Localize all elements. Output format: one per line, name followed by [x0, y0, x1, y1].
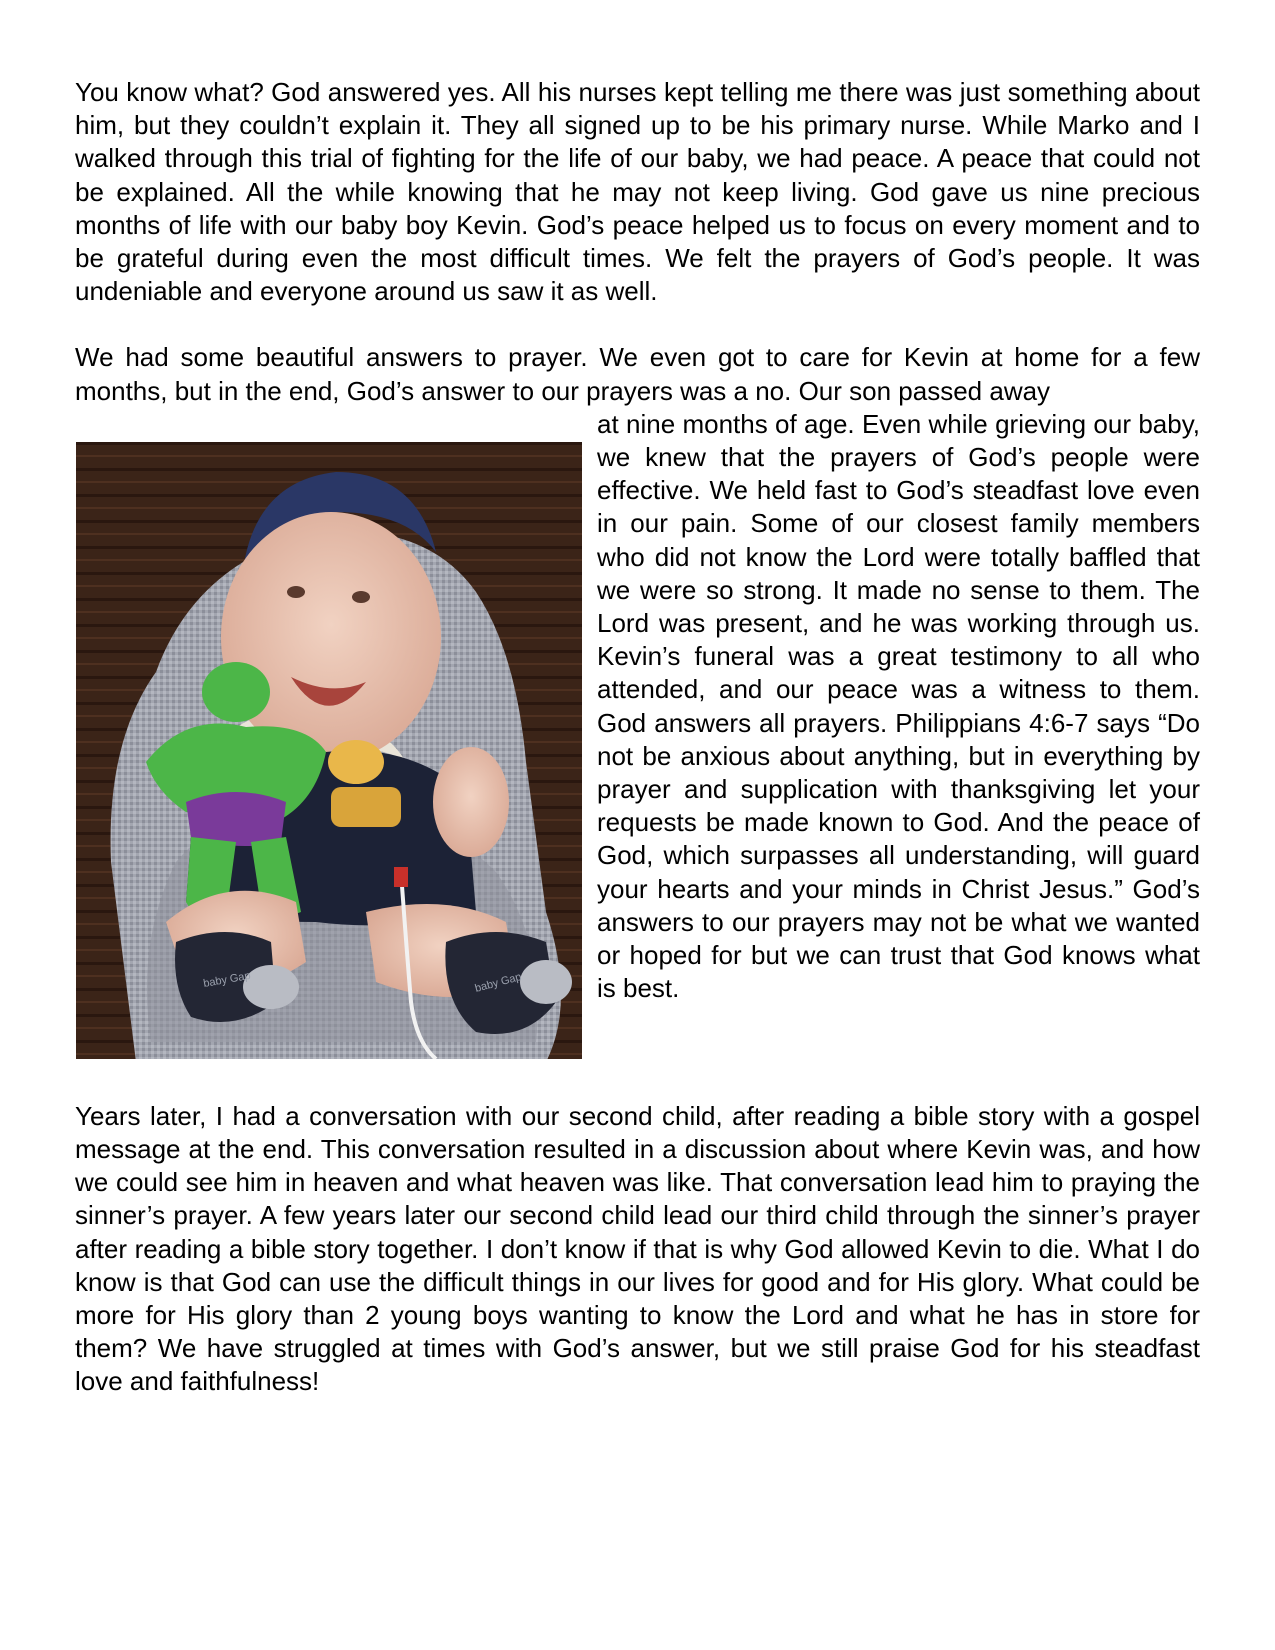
- sock-right-toe: [520, 960, 572, 1004]
- paragraph-answers-to-prayer-intro: We had some beautiful answers to prayer. We even got to care for Kevin at home for a few months, but in the end, God’s answer to our prayers was a no. Our son passed away: [75, 342, 1200, 406]
- toy-shorts: [186, 792, 286, 846]
- baby-eye-left: [287, 586, 305, 598]
- sock-left-toe: [243, 965, 299, 1009]
- document-page: [75, 76, 1200, 1399]
- baby-eye-right: [352, 591, 370, 603]
- sock-right-logo: baby Gap: [473, 970, 523, 995]
- monitor-clip: [394, 867, 408, 887]
- paragraph-spacer: [75, 1067, 1200, 1100]
- paragraph-years-later: Years later, I had a conversation with our second child, after reading a bible story with a gospel message at the end. This conversation resulted in a discussion about where Kevin was, and how we could see him in heaven and what heaven was like. That conversation lead him to praying the sinner’s prayer. A few years later our second child lead our third child through the sinner’s prayer after reading a bible story together. I don’t know if that is why God allowed Kevin to die. What I do know is that God can use the difficult things in our lives for good and for His glory. What could be more for His glory than 2 young boys wanting to know the Lord and what he has in store for them? We have struggled at times with God’s answer, but we still praise God for his steadfast love and faithfulness!: [75, 1100, 1200, 1397]
- paragraph-spacer: [75, 308, 1200, 341]
- baby-photo-illustration: [76, 442, 582, 1059]
- toy-head: [202, 662, 270, 722]
- sock-left-logo: baby Gap: [202, 969, 252, 990]
- shirt-bear-body: [331, 787, 401, 827]
- baby-face: [221, 512, 441, 762]
- paragraph-answered-yes: You know what? God answered yes. All his nurses kept telling me there was just something about him, but they couldn’t explain it. They all signed up to be his primary nurse. While Marko and I walked through this trial of fighting for the life of our baby, we had peace. A peace that could not be explained. All the while knowing that he may not keep living. God gave us nine precious months of life with our baby boy Kevin. God’s peace helped us to focus on every moment and to be grateful during even the most difficult times. We felt the prayers of God’s people. It was undeniable and everyone around us saw it as well.: [75, 77, 1200, 307]
- baby-photo: [76, 442, 582, 1059]
- shirt-bear-print: [328, 740, 384, 784]
- paragraph-answers-to-prayer-wrap: at nine months of age. Even while grieving our baby, we knew that the prayers of God’s people were effective. We held fast to God’s steadfast love even in our pain. Some of our closest family members who did not know the Lord were totally baffled that we were so strong. It made no sense to them. The Lord was present, and he was working through us. Kevin’s funeral was a great testimony to all who attended, and our peace was a witness to them. God answers all prayers. Philippians 4:6-7 says “Do not be anxious about anything, but in everything by prayer and supplication with thanksgiving let your requests be made known to God. And the peace of God, which surpasses all understanding, will guard your hearts and your minds in Christ Jesus.” God’s answers to our prayers may not be what we wanted or hoped for but we can trust that God knows what is best.: [597, 408, 1200, 1004]
- baby-arm: [433, 747, 509, 857]
